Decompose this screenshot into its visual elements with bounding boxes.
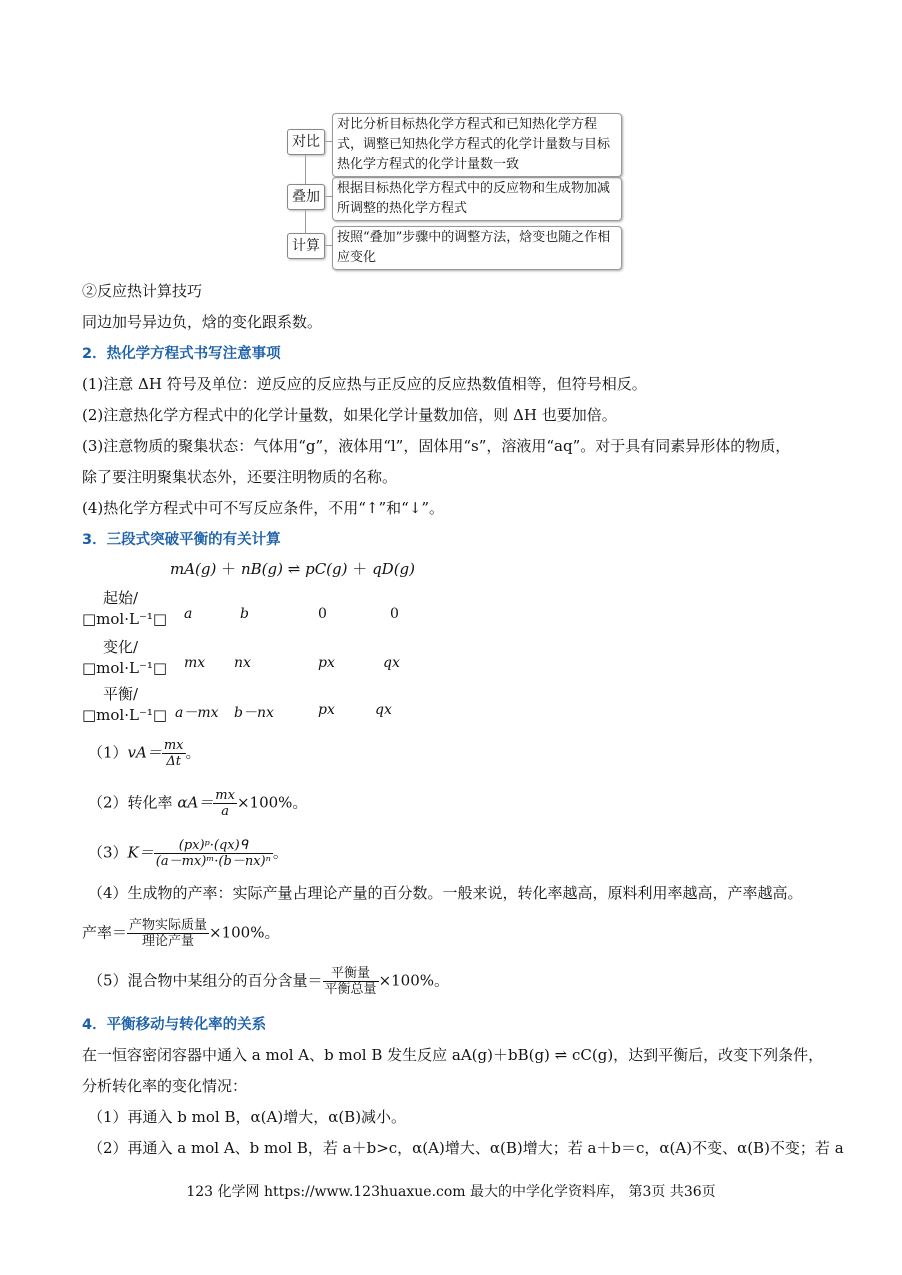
cell-value: b — [240, 606, 249, 622]
formula-percent-content: （5）混合物中某组分的百分含量＝ $\frac{\text{平衡量}}{\text{平衡总量}}$ ×100%。 — [88, 966, 450, 997]
fraction: $\frac{mx}{\Delta t}$ — [163, 738, 184, 769]
fraction: $\frac{\text{产物实际质量}}{\text{理论产量}}$ — [129, 918, 208, 949]
cell-value: nx — [234, 655, 251, 671]
eq-term-a: mA(g) — [170, 560, 217, 578]
eq-plus: ＋ — [221, 560, 237, 578]
note-item-3: (3)注意物质的聚集状态：气体用“g”，液体用“l”，固体用“s”，溶液用“aq”。对于具有同素异形体的物质， — [82, 437, 791, 455]
fraction: $\frac{\text{(px)ᵖ·(qx)ᑫ}}{\text{(a－mx)ᵐ·(b－nx)ⁿ}}$ — [155, 838, 271, 869]
section-4-item-1: （1）再通入 b mol B，α(A)增大，α(B)减小。 — [88, 1108, 407, 1126]
cell-value: a－mx — [175, 705, 219, 721]
cell-value: px — [318, 655, 335, 671]
section-4-intro: 在一恒容密闭容器中通入 a mol A、b mol B 发生反应 aA(g)＋bB(g) ⇌ cC(g)，达到平衡后，改变下列条件， — [82, 1046, 824, 1064]
flow-connector — [305, 154, 306, 184]
fraction: $\frac{\text{平衡量}}{\text{平衡总量}}$ — [324, 966, 377, 997]
cell-value: 0 — [318, 606, 327, 622]
yield-definition: （4）生成物的产率：实际产量占理论产量的百分数。一般来说，转化率越高，原料利用率越高，产率越高。 — [88, 884, 803, 902]
flow-step-compare: 对比 — [287, 129, 325, 155]
eq-term-c: pC(g) — [305, 560, 348, 578]
cell-value: qx — [375, 702, 392, 718]
section-4-item-2: （2）再通入 a mol A、b mol B，若 a＋b>c，α(A)增大、α(B)增大；若 a＋b＝c，α(A)不变、α(B)不变；若 a — [88, 1139, 844, 1157]
cell-value: a — [184, 606, 193, 622]
eq-term-b: nB(g) — [240, 560, 283, 578]
row-label-equilibrium: 平衡/ — [103, 685, 139, 703]
flow-step-add: 叠加 — [287, 184, 325, 210]
row-label-change: 变化/ — [103, 638, 139, 656]
equilibrium-equation — [170, 558, 415, 579]
row-label-initial: 起始/ — [103, 589, 139, 607]
note-item-3-cont: 除了要注明聚集状态外，还要注明物质的名称。 — [82, 468, 398, 486]
row-unit: □mol·L⁻¹□ — [82, 659, 168, 677]
cell-value: qx — [383, 655, 400, 671]
formula-rate: （1）vA＝ $\frac{mx}{\Delta t}$ 。 — [88, 738, 201, 769]
page-footer: 123 化学网 https://www.123huaxue.com 最大的中学化学资料库， 第3页 共36页 — [186, 1184, 716, 1200]
eq-arrow: ⇌ — [287, 560, 301, 578]
section-4-heading: 4．平衡移动与转化率的关系 — [82, 1017, 267, 1033]
tip-title: ②反应热计算技巧 — [82, 282, 203, 300]
eq-term-d: qD(g) — [372, 560, 415, 578]
section-3-heading: 3．三段式突破平衡的有关计算 — [82, 532, 281, 548]
note-item-1: (1)注意 ΔH 符号及单位：逆反应的反应热与正反应的反应热数值相等，但符号相反。 — [82, 375, 647, 393]
fraction: $\frac{mx}{a}$ — [215, 788, 235, 819]
formula-yield: 产率＝ $\frac{\text{产物实际质量}}{\text{理论产量}}$ ×100%。 — [82, 918, 280, 949]
formula-equilibrium-constant: （3）K＝ $\frac{\text{(px)ᵖ·(qx)ᑫ}}{\text{(a－mx)ᵐ·(b－nx)ⁿ}}$ 。 — [88, 838, 288, 869]
flow-step-calc: 计算 — [287, 233, 325, 259]
formula-conversion: （2）转化率 αA＝ $\frac{mx}{a}$ ×100%。 — [88, 788, 308, 819]
cell-value: b－nx — [234, 705, 274, 721]
tip-text: 同边加号异边负，焓的变化跟系数。 — [82, 313, 323, 331]
row-unit: □mol·L⁻¹□ — [82, 610, 168, 628]
cell-value: px — [318, 702, 335, 718]
row-unit: □mol·L⁻¹□ — [82, 706, 168, 724]
cell-value: 0 — [390, 606, 399, 622]
eq-plus: ＋ — [352, 560, 368, 578]
section-4-intro-cont: 分析转化率的变化情况： — [82, 1077, 248, 1095]
section-2-heading: 2．热化学方程式书写注意事项 — [82, 346, 281, 362]
note-item-4: (4)热化学方程式中可不写反应条件，不用“↑”和“↓”。 — [82, 499, 445, 517]
flow-desc-compare: 对比分析目标热化学方程式和已知热化学方程式，调整已知热化学方程式的化学计量数与目标热化学方程式的化学计量数一致 — [332, 113, 622, 177]
note-item-2: (2)注意热化学方程式中的化学计量数，如果化学计量数加倍，则 ΔH 也要加倍。 — [82, 406, 617, 424]
flow-desc-calc: 按照“叠加”步骤中的调整方法，焓变也随之作相应变化 — [332, 226, 622, 270]
flow-desc-add: 根据目标热化学方程式中的反应物和生成物加减所调整的热化学方程式 — [332, 177, 622, 221]
flow-connector — [305, 209, 306, 233]
cell-value: mx — [184, 655, 206, 671]
